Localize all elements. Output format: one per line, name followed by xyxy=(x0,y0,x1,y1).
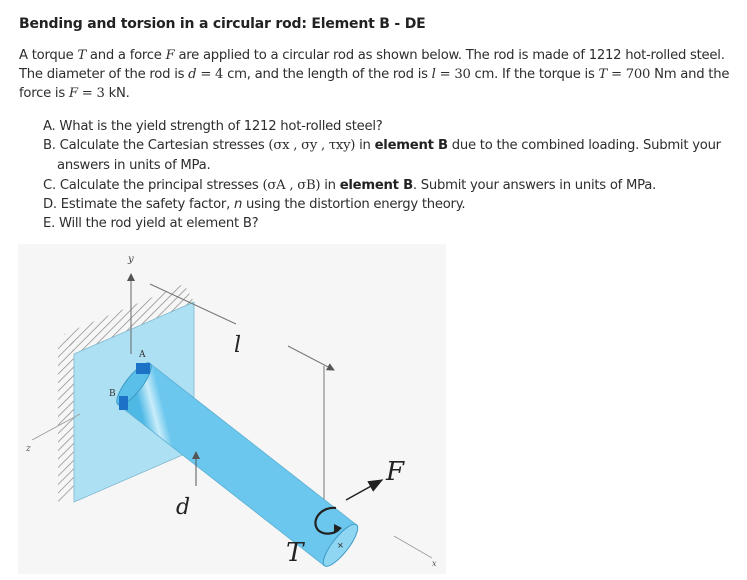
problem-statement xyxy=(19,46,734,103)
safety-factor-symbol: n xyxy=(233,197,243,212)
intro-text: are applied to a circular rod as shown below. The rod is made of 1212 hot-rolled steel. The diameter of the rod is xyxy=(19,48,725,82)
length-value: = 30 xyxy=(435,67,471,82)
question-c xyxy=(43,176,733,195)
question-b xyxy=(43,136,733,155)
element-a-label: A xyxy=(139,350,146,360)
cartesian-stress-symbols: (σx , σy , τxy) xyxy=(268,138,356,153)
question-text: D. Estimate the safety factor, xyxy=(43,197,234,212)
intro-text: cm. If the torque is xyxy=(470,67,599,82)
torque-value: = 700 xyxy=(607,67,651,82)
x-axis-label: x xyxy=(432,559,437,568)
diameter-value: = 4 xyxy=(196,67,224,82)
question-text: in xyxy=(320,178,340,193)
element-b-label: B xyxy=(109,389,116,399)
element-b-emphasis: element B xyxy=(374,138,448,153)
torque-label: T xyxy=(286,538,304,568)
symbol-force: F xyxy=(165,48,175,63)
question-a: A. What is the yield strength of 1212 hot-rolled steel? xyxy=(43,119,383,134)
question-text: B. Calculate the Cartesian stresses xyxy=(43,138,269,153)
symbol-torque: T xyxy=(598,67,608,82)
question-d xyxy=(43,195,733,214)
z-axis-label: z xyxy=(26,444,31,454)
intro-text: and a force xyxy=(85,48,166,63)
force-label: F xyxy=(386,457,405,487)
question-text: in xyxy=(355,138,375,153)
intro-text: Nm and the force is xyxy=(19,67,730,101)
question-text: . Submit your answers in units of MPa. xyxy=(412,178,657,193)
intro-text: cm, and the length of the rod is xyxy=(223,67,432,82)
rod-figure xyxy=(18,244,446,574)
symbol-diameter: d xyxy=(188,67,197,82)
element-b-marker xyxy=(119,396,128,410)
diameter-label: d xyxy=(176,495,191,520)
question-e: E. Will the rod yield at element B? xyxy=(43,216,259,231)
page-title: Bending and torsion in a circular rod: Element B - DE xyxy=(19,16,426,32)
question-b-continuation: answers in units of MPa. xyxy=(57,158,211,173)
question-text: due to the combined loading. Submit your xyxy=(447,138,721,153)
intro-text: A torque xyxy=(19,48,78,63)
symbol-force: F xyxy=(68,86,78,101)
element-a-marker xyxy=(136,363,150,374)
element-b-emphasis: element B xyxy=(339,178,413,193)
rod-diagram xyxy=(18,244,446,574)
length-label: l xyxy=(234,333,242,358)
question-text: C. Calculate the principal stresses xyxy=(43,178,263,193)
force-value: = 3 xyxy=(77,86,105,101)
principal-stress-symbols: (σA , σB) xyxy=(262,178,321,193)
question-text: using the distortion energy theory. xyxy=(242,197,466,212)
y-axis-label: y xyxy=(128,254,134,265)
intro-text: kN. xyxy=(104,86,130,101)
symbol-length: l xyxy=(431,67,436,82)
symbol-torque: T xyxy=(77,48,86,63)
